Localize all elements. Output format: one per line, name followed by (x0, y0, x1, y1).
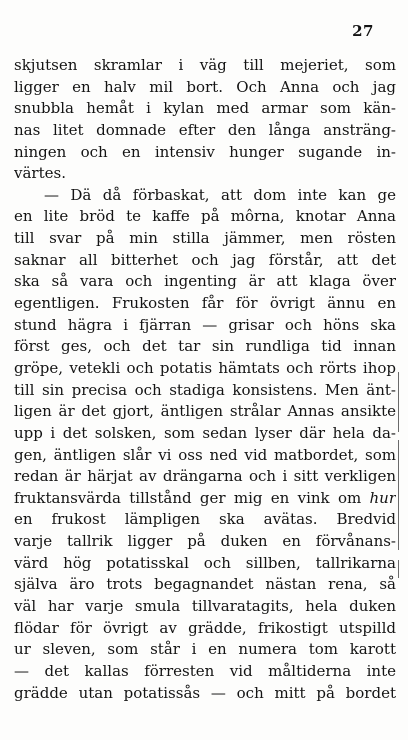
text-line: ligen är det gjort, äntligen strålar Annas ansikte (14, 402, 396, 421)
text-line: en frukost lämpligen ska avätas. Bredvid (14, 510, 396, 529)
text-line: skjutsen skramlar i väg till mejeriet, som (14, 56, 396, 74)
text-line: varje tallrik ligger på duken en förvånans- (14, 532, 396, 551)
text-line: väl har varje smula tillvaratagits, hela duken (14, 597, 396, 616)
page-number: 27 (352, 22, 374, 40)
text-line: egentligen. Frukosten får för övrigt ännu en (14, 294, 396, 313)
text-line: själva äro trots begagnandet nästan rena, så (14, 575, 396, 594)
text-line: snubbla hemåt i kylan med armar som kän- (14, 99, 396, 118)
text-line: — Dä då förbaskat, att dom inte kan ge (44, 185, 396, 204)
text-line: ska så vara och ingenting är att klaga över (14, 272, 396, 291)
text-line: upp i det solsken, som sedan lyser där hela da- (14, 423, 396, 442)
margin-mark (398, 372, 399, 432)
text-line: flödar för övrigt av grädde, frikostigt utspilld (14, 618, 396, 637)
text-line: till svar på min stilla jämmer, men rösten (14, 229, 396, 248)
text-line: gen, äntligen slår vi oss ned vid matbordet, som (14, 445, 396, 464)
margin-mark (398, 560, 399, 578)
text-line: saknar all bitterhet och jag förstår, att det (14, 250, 396, 269)
body-text (14, 55, 396, 704)
emphasis: hur (369, 488, 396, 507)
text-line: nas litet domnade efter den långa ansträng- (14, 120, 396, 139)
text-line: grädde utan potatissås — och mitt på bordet (14, 683, 396, 702)
text-line: ligger en halv mil bort. Och Anna och jag (14, 77, 396, 96)
text-line: värtes. (14, 164, 66, 183)
text-line: värd hög potatisskal och sillben, tallrikarna (14, 553, 396, 572)
text-line: stund hägra i fjärran — grisar och höns ska (14, 315, 396, 334)
text-line: en lite bröd te kaffe på môrna, knotar Anna (14, 207, 396, 226)
text-line: först ges, och det tar sin rundliga tid innan (14, 337, 396, 356)
text-line: till sin precisa och stadiga konsistens. Men änt- (14, 380, 396, 399)
text-line: redan är härjat av drängarna och i sitt verkligen (14, 467, 396, 486)
text-line: fruktansvärda tillstånd ger mig en vink om hur (14, 488, 396, 507)
text-line: ningen och en intensiv hunger sugande in- (14, 142, 396, 161)
text-line: gröpe, vetekli och potatis hämtats och rörts ihop (14, 358, 396, 377)
text-line: ur sleven, som står i en numera tom karott (14, 640, 396, 659)
margin-mark (398, 440, 399, 550)
text-line: — det kallas förresten vid måltiderna inte (14, 661, 396, 680)
